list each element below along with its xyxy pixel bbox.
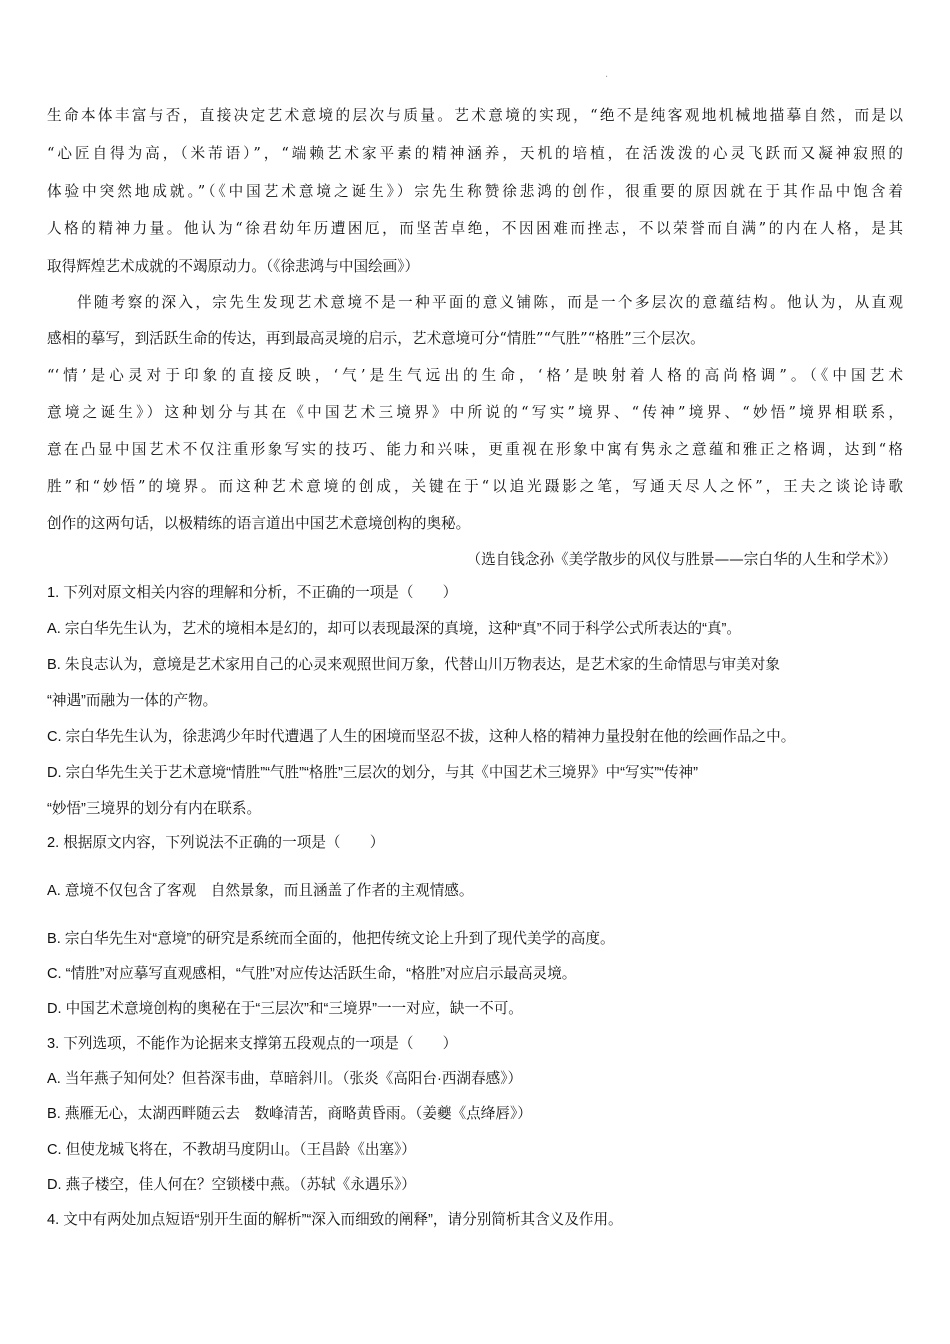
question-3-stem: 3. 下列选项，不能作为论据来支撑第五段观点的一项是（ ） — [47, 1036, 458, 1052]
question-4-stem: 4. 文中有两处加点短语“别开生面的解析”“深入而细致的阐释”，请分别简析其含义及作用。 — [47, 1212, 623, 1228]
passage-line: 意在凸显中国艺术不仅注重形象写实的技巧、能力和兴味，更重视在形象中寓有隽永之意蕴和雅正之格调，达到“格 — [47, 441, 903, 458]
passage-line: 胜”和“妙悟”的境界。而这种艺术意境的创成，关键在于“以追光蹑影之笔，写通天尽人之怀”，王夫之谈论诗歌 — [47, 478, 903, 495]
passage-source: （选自钱念孙《美学散步的风仪与胜景——宗白华的人生和学术》） — [466, 551, 897, 568]
passage-line: 意境之诞生》）这种划分与其在《中国艺术三境界》中所说的“写实”境界、“传神”境界、“妙悟”境界相联系， — [47, 404, 903, 421]
question-1-option-d-cont: “妙悟”三境界的划分有内在联系。 — [47, 801, 262, 817]
question-1-stem: 1. 下列对原文相关内容的理解和分析，不正确的一项是（ ） — [47, 585, 458, 601]
passage-line: 人格的精神力量。他认为“徐君幼年历遭困厄，而坚苦卓绝，不因困难而挫志，不以荣誉而自满”的内在人格，是其 — [47, 220, 903, 237]
passage-line: “心匠自得为高，（米芾语）”，“端赖艺术家平素的精神涵养，天机的培植，在活泼泼的心灵飞跃而又凝神寂照的 — [47, 145, 903, 162]
passage-line: 取得辉煌艺术成就的不竭原动力。（《徐悲鸿与中国绘画》） — [47, 258, 420, 275]
passage-line: 体验中突然地成就。”（《中国艺术意境之诞生》）宗先生称赞徐悲鸿的创作，很重要的原因就在于其作品中饱含着 — [47, 183, 903, 200]
passage-line: 生命本体丰富与否，直接决定艺术意境的层次与质量。艺术意境的实现，“绝不是纯客观地机械地描摹自然，而是以 — [47, 107, 903, 124]
question-2-option-c: C. “情胜”对应摹写直观感相，“气胜”对应传达活跃生命，“格胜”对应启示最高灵境。 — [47, 966, 577, 982]
header-dot: · — [605, 72, 609, 83]
question-2-option-a: A. 意境不仅包含了客观 自然景象，而且涵盖了作者的主观情感。 — [47, 883, 474, 899]
question-2-stem: 2. 根据原文内容，下列说法不正确的一项是（ ） — [47, 835, 385, 851]
question-2-option-d: D. 中国艺术意境创构的奥秘在于“三层次”和“三境界”一一对应，缺一不可。 — [47, 1001, 523, 1017]
question-3-option-c: C. 但使龙城飞将在，不教胡马度阴山。（王昌龄《出塞》） — [47, 1142, 416, 1158]
question-1-option-b: B. 朱良志认为，意境是艺术家用自己的心灵来观照世间万象，代替山川万物表达，是艺术家的生命情思与审美对象 — [47, 657, 780, 673]
question-2-option-b: B. 宗白华先生对“意境”的研究是系统而全面的，他把传统文论上升到了现代美学的高度。 — [47, 931, 615, 947]
question-3-option-d: D. 燕子楼空，佳人何在？空锁楼中燕。（苏轼《永遇乐》） — [47, 1177, 416, 1193]
question-3-option-a: A. 当年燕子知何处？但苔深韦曲，草暗斜川。（张炎《高阳台·西湖春感》） — [47, 1071, 523, 1087]
passage-line: 伴随考察的深入，宗先生发现艺术意境不是一种平面的意义铺陈，而是一个多层次的意蕴结构。他认为，从直观 — [77, 294, 903, 311]
question-1-option-c: C. 宗白华先生认为，徐悲鸿少年时代遭遇了人生的困境而坚忍不拔，这种人格的精神力量投射在他的绘画作品之中。 — [47, 729, 796, 745]
question-3-option-b: B. 燕雁无心，太湖西畔随云去 数峰清苦，商略黄昏雨。（姜夔《点绛唇》） — [47, 1106, 532, 1122]
question-1-option-b-cont: “神遇”而融为一体的产物。 — [47, 693, 218, 709]
question-1-option-a: A. 宗白华先生认为，艺术的境相本是幻的，却可以表现最深的真境，这种“真”不同于科学公式所表达的“真”。 — [47, 621, 742, 637]
passage-line: 创作的这两句话，以极精练的语言道出中国艺术意境创构的奥秘。 — [47, 515, 471, 532]
question-1-option-d: D. 宗白华先生关于艺术意境“情胜”“气胜”“格胜”三层次的划分，与其《中国艺术三境界》中“写实”“传神” — [47, 765, 699, 781]
passage-line: 感相的摹写，到活跃生命的传达，再到最高灵境的启示，艺术意境可分“情胜”“气胜”“格胜”三个层次。 — [47, 330, 705, 347]
passage-line: “‘情’是心灵对于印象的直接反映，‘气’是生气远出的生命，‘格’是映射着人格的高尚格调”。（《中国艺术 — [47, 367, 903, 384]
